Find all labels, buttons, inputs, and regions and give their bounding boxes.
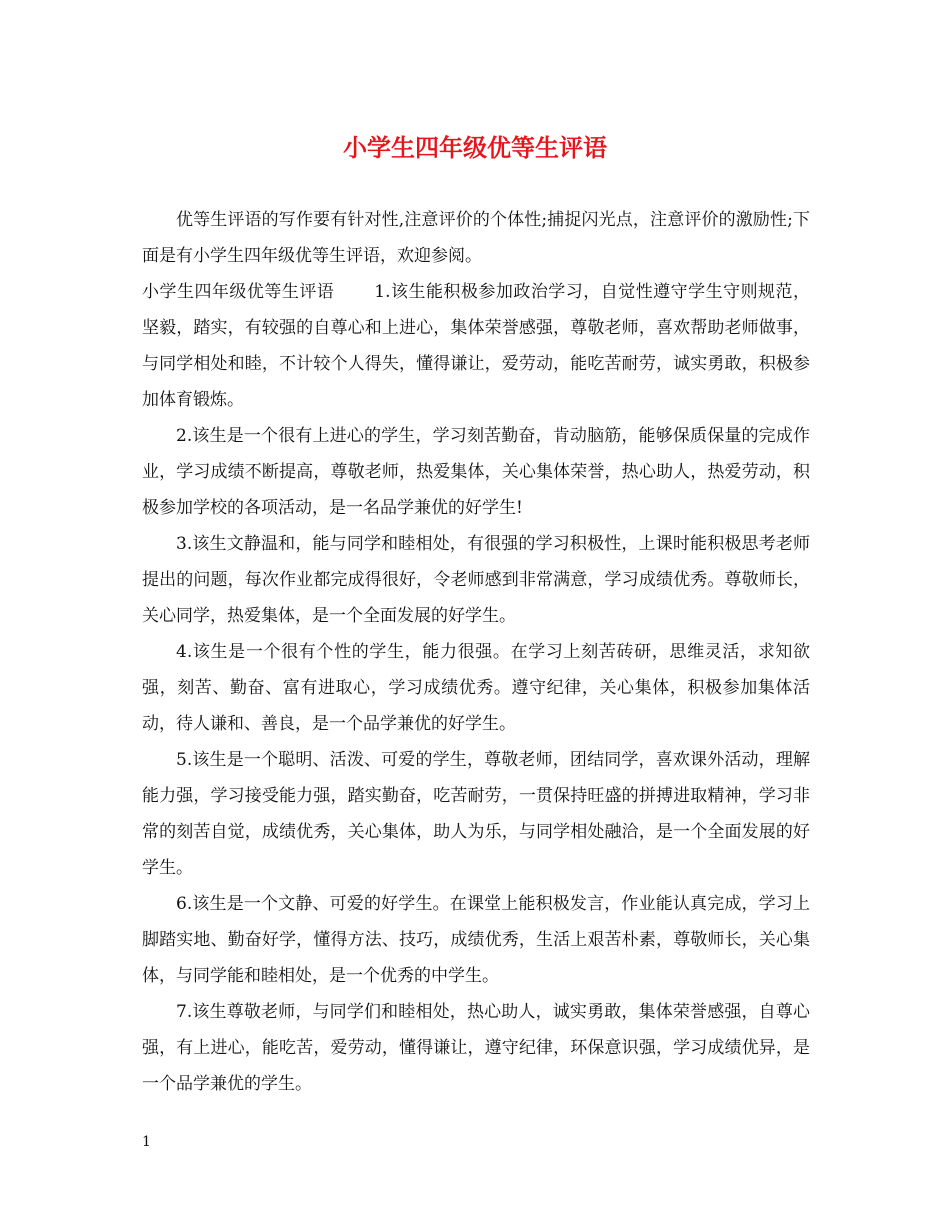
intro-paragraph: 优等生评语的写作要有针对性,注意评价的个体性;捕捉闪光点，注意评价的激励性;下面是有小学生四年级优等生评语，欢迎参阅。 [142,210,810,266]
comment-item-7: 7.该生尊敬老师，与同学们和睦相处，热心助人，诚实勇敢，集体荣誉感强，自尊心强，有上进心，能吃苦，爱劳动，懂得谦让，遵守纪律，环保意识强，学习成绩优异，是一个品学兼优的学生。 [142,1002,810,1094]
comment-item-1: 1.该生能积极参加政治学习，自觉性遵守学生守则规范，坚毅，踏实，有较强的自尊心和上进心，集体荣誉感强，尊敬老师，喜欢帮助老师做事，与同学相处和睦，不计较个人得失，懂得谦让，爱劳动，能吃苦耐劳，诚实勇敢，积极参加体育锻炼。 [142,282,811,410]
comment-item-5: 5.该生是一个聪明、活泼、可爱的学生，尊敬老师，团结同学，喜欢课外活动，理解能力强，学习接受能力强，踏实勤奋，吃苦耐劳，一贯保持旺盛的拼搏进取精神，学习非常的刻苦自觉，成绩优秀，关心集体，助人为乐，与同学相处融洽，是一个全面发展的好学生。 [142,750,810,878]
comment-item-3: 3.该生文静温和，能与同学和睦相处，有很强的学习积极性，上课时能积极思考老师提出的问题，每次作业都完成得很好，令老师感到非常满意，学习成绩优秀。尊敬师长，关心同学，热爱集体，是一个全面发展的好学生。 [142,534,810,626]
comment-item-6: 6.该生是一个文静、可爱的好学生。在课堂上能积极发言，作业能认真完成，学习上脚踏实地、勤奋好学，懂得方法、技巧，成绩优秀，生活上艰苦朴素，尊敬师长，关心集体，与同学能和睦相处，是一个优秀的中学生。 [142,894,810,986]
document-title: 小学生四年级优等生评语 [343,133,607,162]
comment-item-2: 2.该生是一个很有上进心的学生，学习刻苦勤奋，肯动脑筋，能够保质保量的完成作业，学习成绩不断提高，尊敬老师，热爱集体，关心集体荣誉，热心助人，热爱劳动，积极参加学校的各项活动，是一名品学兼优的好学生! [142,426,810,518]
comment-item-4: 4.该生是一个很有个性的学生，能力很强。在学习上刻苦砖研，思维灵活，求知欲强，刻苦、勤奋、富有进取心，学习成绩优秀。遵守纪律，关心集体，积极参加集体活动，待人谦和、善良，是一个品学兼优的好学生。 [142,642,810,734]
document-body [142,202,810,1102]
page-number: 1 [142,1134,151,1150]
section-heading: 小学生四年级优等生评语 [142,282,335,302]
first-comment-paragraph [142,274,810,418]
